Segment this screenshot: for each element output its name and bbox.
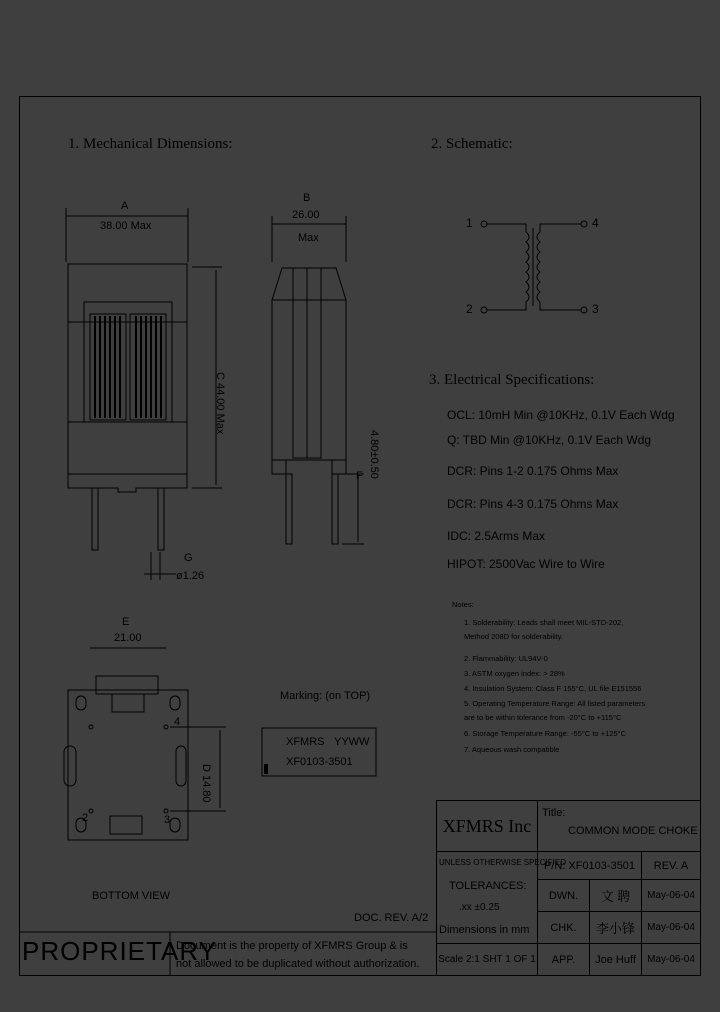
revision: REV. A — [642, 852, 701, 880]
dim-a-letter: A — [121, 200, 129, 212]
schematic-heading: 2. Schematic: — [431, 136, 513, 152]
dim-f-value: 4.80±0.50 — [368, 430, 380, 479]
notes-label: Notes: — [452, 600, 474, 609]
app-label: APP. — [538, 944, 590, 976]
app-date: May-06-04 — [642, 944, 701, 976]
marking-label: Marking: (on TOP) — [280, 690, 371, 702]
dim-b-value: 26.00 — [292, 209, 320, 221]
chk-name: 李小锋 — [590, 912, 642, 944]
title-label: Title: — [542, 807, 566, 819]
note-line: 5. Operating Temperature Range: All listed parameters — [464, 699, 646, 708]
dim-d-letter: D — [200, 764, 212, 772]
dim-b-letter: B — [303, 192, 311, 204]
note-line: 3. ASTM oxygen index: > 28% — [464, 669, 565, 678]
dim-c-value: 44.00 Max — [214, 383, 226, 435]
proprietary-line-2: not allowed to be duplicated without authorization. — [176, 958, 420, 970]
dwn-label: DWN. — [538, 880, 590, 912]
dim-g-letter: G — [184, 552, 193, 564]
note-line: 1. Solderability: Leads shall meet MIL-STD-202, — [464, 618, 624, 627]
app-name: Joe Huff — [590, 944, 642, 976]
bottom-pin-2: 2 — [82, 812, 89, 824]
dwn-name: 文 聘 — [590, 880, 642, 912]
schematic-pin-4: 4 — [592, 216, 599, 230]
bottom-view-label: BOTTOM VIEW — [92, 890, 171, 902]
dim-b-suffix: Max — [298, 232, 319, 244]
dim-e-value: 21.00 — [114, 632, 142, 644]
note-line: Method 208D for solderability. — [464, 632, 564, 641]
dim-d-label — [200, 764, 212, 803]
note-line: 4. Insulation System: Class F 155°C, UL file E151556 — [464, 684, 642, 693]
title-cell — [538, 800, 701, 852]
proprietary-label: PROPRIETARY — [22, 936, 217, 966]
dim-c-label — [214, 372, 226, 434]
spec-hipot: HIPOT: 2500Vac Wire to Wire — [447, 557, 605, 571]
schematic-pin-3: 3 — [592, 302, 599, 316]
mechanical-heading: 1. Mechanical Dimensions: — [68, 136, 233, 152]
chk-label: CHK. — [538, 912, 590, 944]
front-view — [66, 208, 222, 580]
spec-idc: IDC: 2.5Arms Max — [447, 529, 546, 543]
spec-dcr-4-3: DCR: Pins 4-3 0.175 Ohms Max — [447, 497, 619, 511]
dim-f-letter: F — [356, 470, 363, 482]
note-line: 6. Storage Temperature Range: -55°C to +125°C — [464, 729, 626, 738]
doc-revision: DOC. REV. A/2 — [354, 912, 429, 924]
dim-g-value: ø1.26 — [176, 570, 205, 582]
unless-specified: UNLESS OTHERWISE SPECIFIED — [439, 858, 566, 867]
marking-date-code: YYWW — [334, 736, 370, 748]
tolerance-value: .xx ±0.25 — [459, 902, 500, 913]
dim-a-value: 38.00 Max — [100, 220, 152, 232]
scale-sheet: Scale 2:1 SHT 1 OF 1 — [436, 944, 538, 976]
tolerances-label: TOLERANCES: — [449, 880, 527, 892]
dim-d-value: 14.80 — [200, 775, 212, 803]
marking-part-number: XF0103-3501 — [286, 756, 353, 768]
company-name: XFMRS Inc — [436, 800, 538, 852]
bottom-view — [64, 648, 226, 840]
chk-date: May-06-04 — [642, 912, 701, 944]
dwn-date: May-06-04 — [642, 880, 701, 912]
drawing-title: COMMON MODE CHOKE — [568, 825, 698, 837]
spec-ocl: OCL: 10mH Min @10KHz, 0.1V Each Wdg — [447, 408, 675, 422]
note-line: are to be within tolerance from -20°C to +115°C — [464, 713, 622, 722]
dim-c-letter: C — [214, 372, 226, 380]
schematic-pin-1: 1 — [466, 216, 473, 230]
spec-dcr-1-2: DCR: Pins 1-2 0.175 Ohms Max — [447, 464, 619, 478]
bottom-pin-4: 4 — [174, 716, 181, 728]
bottom-pin-3: 3 — [164, 814, 171, 826]
electrical-heading: 3. Electrical Specifications: — [429, 372, 595, 388]
note-line: 2. Flammability: UL94V-0 — [464, 654, 548, 663]
note-line: 7. Aqueous wash compatible — [464, 745, 560, 754]
dimensions-unit: Dimensions in mm — [439, 924, 530, 936]
marking-xfmrs: XFMRS — [286, 736, 325, 748]
spec-q: Q: TBD Min @10KHz, 0.1V Each Wdg — [447, 433, 652, 447]
part-number: P/N: XF0103-3501 — [538, 852, 642, 880]
schematic-diagram — [481, 221, 587, 313]
dim-e-letter: E — [122, 616, 130, 628]
side-view — [272, 216, 364, 544]
schematic-pin-2: 2 — [466, 302, 473, 316]
proprietary-line-1: Document is the property of XFMRS Group & is — [176, 940, 408, 952]
